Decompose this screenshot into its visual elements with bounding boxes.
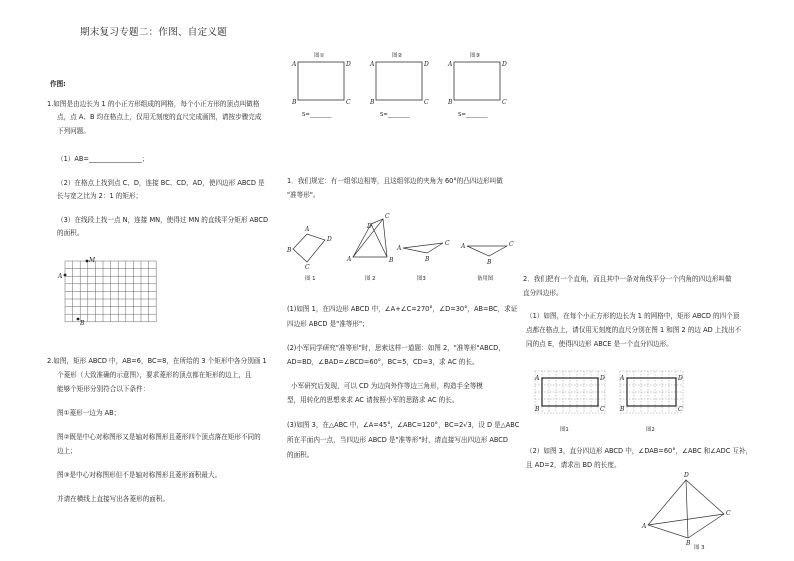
top-rect-1-label-b: B (292, 99, 297, 106)
def1-intro-2: "准等形"。 (287, 191, 320, 199)
def2-intro-1: 2．我们把有一个直角，而且其中一条对角线平分一个内角的四边形叫做 (523, 275, 732, 283)
svg-text:C: C (305, 264, 310, 271)
def2-intro-2: 直分四边形。 (523, 289, 563, 297)
def2-fig3-caption: 图 3 (694, 545, 705, 551)
grid-label-m: M (89, 257, 96, 264)
def1-fig-2: 图 2 (365, 276, 376, 282)
q2-line-2: 个菱形（大致准确的示意图），要求菱形的顶点都在矩形的边上，且 (57, 371, 252, 379)
svg-text:A: A (305, 226, 310, 233)
q1-part-2-line-1: （2）在格点上找到点 C、D，连接 BC、CD、AD，使四边形 ABCD 是 (57, 179, 265, 187)
q1-grid-figure (60, 255, 170, 327)
top-rect-3-label-d: D (502, 61, 507, 68)
svg-text:C: C (385, 213, 390, 220)
q1-line-1: 1.如图是由边长为 1 的小正方形组成的网格，每个小正方形的顶点叫做格 (47, 100, 260, 108)
svg-text:B: B (425, 256, 430, 263)
section-label: 作图: (50, 80, 66, 88)
q1-part-2-line-2: 长与宽之比为 2：1 的矩形； (57, 192, 143, 200)
page-title: 期末复习专题二：作图、自定义题 (80, 27, 228, 38)
top-rect-1-label-a: A (292, 61, 297, 68)
def1-p3-2: 所在平面内一点，当四边形 ABCD 是"准等形"时，请直接写出四边形 ABCD (287, 436, 508, 444)
def1-p3-1: (3)如图 3，在△ABC 中，∠A=45°，∠ABC=120°，BC=2√3，设 D 是△ABC (287, 421, 520, 429)
def1-p2b-1: 小军研究后发现，可以 CD 为边向外作等边三角形，构造手全等模 (291, 382, 483, 390)
def2-p1-1: （1）如图，在每个小正方形的边长为 1 的网格中，矩形 ABCD 的四个顶 (526, 312, 740, 320)
svg-text:B: B (620, 406, 625, 413)
def1-intro-1: 1．我们规定：有一组邻边相等，且这组邻边的夹角为 60°的凸四边形叫做 (287, 177, 503, 185)
top-rect-1 (286, 52, 356, 118)
def1-fig-1: 图 1 (305, 276, 316, 282)
svg-text:B: B (287, 247, 292, 254)
top-rect-1-label-d: D (346, 61, 351, 68)
svg-text:D: D (678, 375, 683, 382)
top-rect-3-area: S=________ (458, 112, 488, 118)
svg-text:D: D (367, 223, 372, 230)
q1-part-3-line-2: 的面积。 (57, 229, 84, 237)
svg-text:B: B (389, 257, 394, 264)
q2-note: 并请在横线上直接写出各菱形的面积。 (57, 495, 170, 503)
top-rect-3-label-b: B (448, 99, 453, 106)
top-rect-3-label-c: C (502, 99, 507, 106)
svg-text:B: B (686, 540, 691, 547)
def2-p2-2: 且 AD=2，请求出 BD 的长度。 (526, 461, 621, 469)
svg-text:C: C (600, 406, 605, 413)
def2-p2-1: （2）如图 3，直分四边形 ABCD 中，∠DAB=60°，∠ABC 和∠ADC 互补， (526, 447, 753, 455)
q2-condition-2a: 图②既是中心对称图形又是轴对称图形且菱形四个顶点落在矩形不同的 (57, 433, 261, 441)
svg-text:B: B (487, 259, 492, 266)
top-rect-2-area: S=________ (380, 112, 410, 118)
top-rect-3-label-a: A (448, 61, 453, 68)
top-rect-3 (442, 52, 512, 118)
def1-p1-2: 四边形 ABCD 是"准等形"； (287, 320, 369, 328)
def2-p1-3: 同的点 E，使得四边形 ABCE 是一个直分四边形。 (526, 340, 673, 348)
def2-fig3 (640, 470, 740, 552)
def2-fig-2: 图2 (646, 427, 655, 433)
def1-p3-3: 的面积。 (287, 451, 314, 459)
q2-line-1: 2.如图，矩形 ABCD 中，AB=6，BC=8，在所给的 3 个矩形中各分别画 1 (47, 357, 267, 365)
top-rect-1-label-c: C (346, 99, 351, 106)
svg-text:C: C (445, 240, 450, 247)
def2-fig-1: 图1 (560, 427, 569, 433)
svg-text:A: A (642, 523, 647, 530)
svg-text:A: A (535, 375, 540, 382)
q2-condition-3: 图③是中心对称图形但不是轴对称图形且菱形面积最大。 (57, 471, 222, 479)
q2-condition-2b: 边上； (57, 447, 77, 455)
def1-fig-3: 图3 (417, 276, 426, 282)
svg-text:D: D (684, 472, 689, 479)
svg-text:A: A (397, 245, 402, 252)
def1-p2-2: AD=BD，∠BAD=∠BCD=60°，BC=5，CD=3，求 AC 的长。 (287, 358, 479, 366)
def1-p2b-2: 型，用转化的思想来求 AC 请按照小军的思路求 AC 的长。 (287, 396, 459, 404)
grid-label-b: B (80, 320, 85, 327)
top-rect-2-label-a: A (370, 61, 375, 68)
svg-text:A: A (347, 256, 352, 263)
top-rect-3-fig: 图③ (470, 53, 481, 59)
svg-text:C: C (509, 241, 514, 248)
svg-text:C: C (678, 406, 683, 413)
grid-label-a: A (58, 273, 63, 280)
def2-p1-2: 点都在格点上，请仅用无刻度的直尺分别在图 1 和图 2 的边 AD 上找出不 (526, 326, 742, 334)
q1-line-3: 下列问题。 (57, 127, 90, 135)
def1-fig-spare: 备用图 (477, 276, 494, 282)
q2-condition-1: 图①菱形一边为 AB； (57, 409, 121, 417)
svg-text:D: D (600, 375, 605, 382)
top-rect-1-fig: 图① (314, 53, 325, 59)
top-rect-2 (364, 52, 434, 118)
top-rect-2-label-d: D (424, 61, 429, 68)
q1-part-3-line-1: （3）在线段上找一点 N，连接 MN，使得过 MN 的直线平分矩形 ABCD (57, 216, 269, 224)
q1-part-1: （1）AB=________________； (57, 155, 149, 163)
def1-p2-1: (2)小军同学研究"准等形"时，思索这样一道题：如图 2，"准等形"ABCD， (287, 344, 505, 352)
top-rect-2-fig: 图② (392, 53, 403, 59)
def2-grid-figures (528, 368, 688, 436)
def1-figures (285, 212, 525, 284)
def1-p1-1: (1)如图 1，在四边形 ABCD 中，∠A+∠C=270°，∠D=30°，AB=BC，求证 (287, 305, 518, 313)
top-rect-1-area: S=________ (302, 112, 332, 118)
svg-text:C: C (726, 510, 731, 517)
svg-text:B: B (535, 406, 540, 413)
svg-text:A: A (461, 243, 466, 250)
svg-text:D: D (327, 236, 332, 243)
top-rect-2-label-b: B (370, 99, 375, 106)
svg-text:A: A (620, 375, 625, 382)
top-rect-2-label-c: C (424, 99, 429, 106)
q1-line-2: 点，点 A、B 均在格点上，仅用无刻度的直尺完成画图，请按步骤完成 (57, 113, 262, 121)
q2-line-3: 能够个矩形分别符合以下条件： (57, 385, 150, 393)
